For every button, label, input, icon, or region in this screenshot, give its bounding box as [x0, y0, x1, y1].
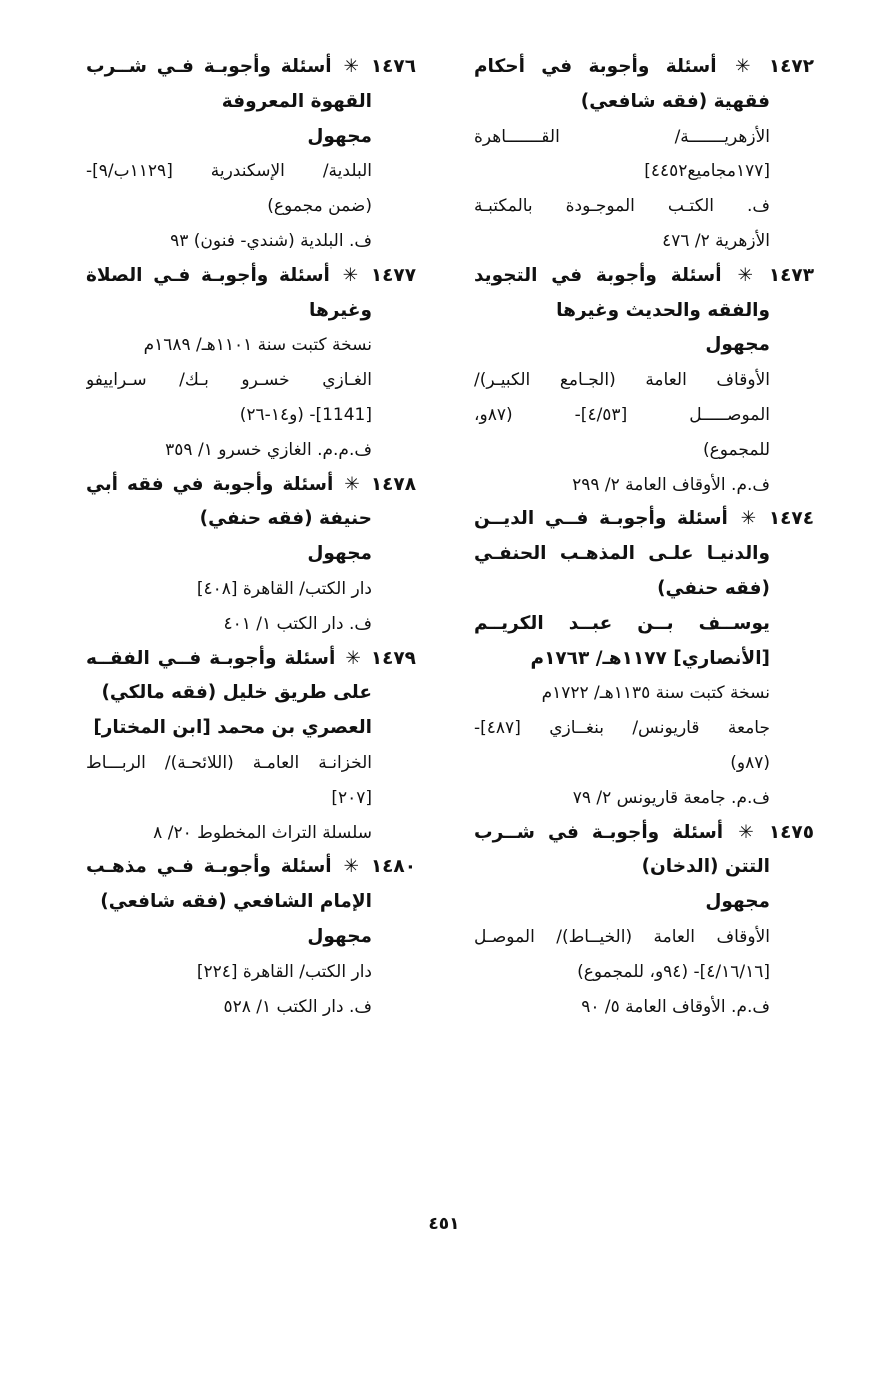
entry-title-line: الإمام الشافعي (فقه شافعي) [100, 891, 372, 913]
entry-title: أسئلة وأجوبة في فقه أبي [86, 473, 334, 495]
entry-title-line: القهوة المعروفة [221, 90, 372, 112]
asterisk-icon: ✳ [342, 264, 359, 286]
entry-number: ١٤٧٦ [370, 56, 416, 77]
entry-detail-line: [١٧٧مجاميع٤٤٥٢] [644, 161, 770, 182]
entry-detail-line: ف.م. الأوقاف العامة ٥/ ٩٠ [581, 996, 770, 1017]
entry-detail-line: دار الكتب/ القاهرة [٢٢٤] [196, 961, 372, 982]
entry-detail-line: الخزانـة العامـة (اللائحـة)/ الربـــاط [86, 752, 372, 773]
asterisk-icon: ✳ [345, 647, 361, 669]
entry-heading [474, 502, 814, 537]
entry-heading [474, 259, 814, 294]
entry-heading [86, 850, 416, 885]
entry-detail-line: ف.م. جامعة قاريونس ٢/ ٧٩ [572, 787, 770, 808]
catalog-entry [86, 850, 416, 1024]
entry-title-line: العصري بن محمد [ابن المختار] [93, 717, 372, 739]
entry-detail-line: سلسلة التراث المخطوط ٢٠/ ٨ [153, 822, 372, 843]
entry-number: ١٤٨٠ [370, 856, 416, 878]
entry-detail-line: الأزهريـــــــة/ القـــــــاهرة [474, 126, 770, 147]
entry-detail-line: ف.م.م. الغازي خسرو ١/ ٣٥٩ [165, 439, 372, 460]
entry-title-line: مجهول [705, 334, 770, 356]
entry-title: أسئلة وأجوبـة فــي الديــن [474, 508, 728, 530]
entry-detail-line: للمجموع) [703, 439, 770, 460]
entry-detail-line: (٨٧و) [730, 752, 770, 773]
entry-detail-line: الأزهرية ٢/ ٤٧٦ [662, 230, 770, 251]
entry-title-line: يوســف بــن عبــد الكريــم [474, 612, 770, 634]
entry-detail-line: نسخة كتبت سنة ١١٣٥هـ/ ١٧٢٢م [541, 683, 770, 704]
asterisk-icon: ✳ [343, 56, 359, 77]
entry-detail-line: (ضمن مجموع) [267, 196, 372, 217]
entry-number: ١٤٧٥ [768, 821, 814, 843]
entry-heading [86, 259, 416, 294]
entry-number: ١٤٧٣ [768, 264, 814, 286]
entry-heading [474, 816, 814, 851]
entry-detail-line: [٤/١٦/١٦]- (٩٤و، للمجموع) [577, 961, 770, 982]
catalog-entry [86, 259, 416, 468]
entry-title-line: فقهية (فقه شافعي) [580, 90, 770, 112]
entry-title-line: التتن (الدخان) [641, 856, 770, 878]
catalog-entry [474, 502, 814, 815]
entry-title: أسئلة وأجوبة في أحكام [474, 56, 717, 77]
entry-detail-line: ف. البلدية (شندي- فنون) ٩٣ [170, 230, 372, 251]
entry-title-line: والدنيـا علـى المذهـب الحنفـي [474, 543, 770, 565]
entry-detail-line: ف. دار الكتب ١/ ٥٢٨ [223, 996, 372, 1017]
entry-number: ١٤٧٤ [768, 508, 814, 530]
catalog-entry [474, 816, 814, 1025]
entry-title-line: مجهول [307, 543, 372, 565]
catalog-entry [474, 50, 814, 259]
entry-title: أسئلة وأجوبـة فـي مذهـب [86, 856, 332, 878]
entry-title-line: [الأنصاري] ١١٧٧هـ/ ١٧٦٣م [530, 647, 770, 669]
entry-title: أسئلة وأجوبة في التجويد [474, 264, 722, 286]
entry-number: ١٤٧٢ [768, 56, 814, 77]
entry-heading [86, 468, 416, 503]
entry-detail-line: [1141]- (و١٤-٢٦) [239, 404, 372, 425]
catalog-entry [86, 642, 416, 851]
entry-detail-line: [٢٠٧] [331, 787, 372, 808]
entry-heading [86, 642, 416, 677]
left-column [86, 50, 416, 1024]
entry-title-line: وغيرها [309, 299, 372, 321]
entry-title-line: (فقه حنفي) [657, 577, 770, 599]
entry-title-line: مجهول [307, 125, 372, 147]
entry-title: أسئلة وأجوبـة فــي الفقــه [86, 647, 336, 669]
entry-title-line: على طريق خليل (فقه مالكي) [101, 682, 372, 704]
entry-heading [86, 50, 416, 85]
entry-number: ١٤٧٨ [370, 473, 416, 495]
page-number: ٤٥١ [428, 1214, 460, 1234]
entry-detail-line: ف.م. الأوقاف العامة ٢/ ٢٩٩ [572, 474, 770, 495]
entry-detail-line: البلدية/ الإسكندرية [١١٢٩ب/٩]- [86, 161, 372, 182]
entry-number: ١٤٧٩ [370, 647, 416, 669]
entry-heading [474, 50, 814, 85]
entry-title: أسئلة وأجوبـة فـي شــرب [86, 56, 332, 77]
right-column [474, 50, 814, 1024]
entry-detail-line: دار الكتب/ القاهرة [٤٠٨] [196, 578, 372, 599]
entry-detail-line: الأوقاف العامة (الجـامع الكبيـر)/ [474, 370, 770, 391]
entry-title-line: والفقه والحديث وغيرها [556, 299, 770, 321]
entry-detail-line: ف. دار الكتب ١/ ٤٠١ [223, 613, 372, 634]
asterisk-icon: ✳ [740, 508, 757, 530]
entry-detail-line: الغـازي خسـرو بـك/ سـراييفو [86, 370, 372, 391]
catalog-entry [474, 259, 814, 503]
entry-title: أسئلة وأجوبـة فـي الصلاة [86, 264, 330, 286]
entry-detail-line: ف. الكتـب الموجـودة بالمكتبـة [474, 196, 770, 217]
catalog-entry [86, 50, 416, 259]
asterisk-icon: ✳ [344, 473, 360, 495]
asterisk-icon: ✳ [734, 56, 751, 77]
catalog-entry [86, 468, 416, 642]
entry-title-line: مجهول [307, 925, 372, 947]
entry-title: أسئلة وأجوبـة في شــرب [474, 821, 724, 843]
entry-detail-line: الأوقاف العامة (الخيــاط)/ الموصـل [474, 926, 770, 947]
entry-title-line: حنيفة (فقه حنفي) [199, 508, 372, 530]
entry-detail-line: جامعة قاريونس/ بنغــازي [٤٨٧]- [474, 718, 770, 739]
entry-title-line: مجهول [705, 891, 770, 913]
entry-detail-line: الموصـــــل [٤/٥٣]- (٨٧و، [474, 404, 770, 425]
entry-detail-line: نسخة كتبت سنة ١١٠١هـ/ ١٦٨٩م [143, 335, 372, 356]
asterisk-icon: ✳ [737, 264, 753, 286]
entry-number: ١٤٧٧ [370, 264, 416, 286]
asterisk-icon: ✳ [738, 821, 754, 843]
asterisk-icon: ✳ [343, 856, 359, 878]
